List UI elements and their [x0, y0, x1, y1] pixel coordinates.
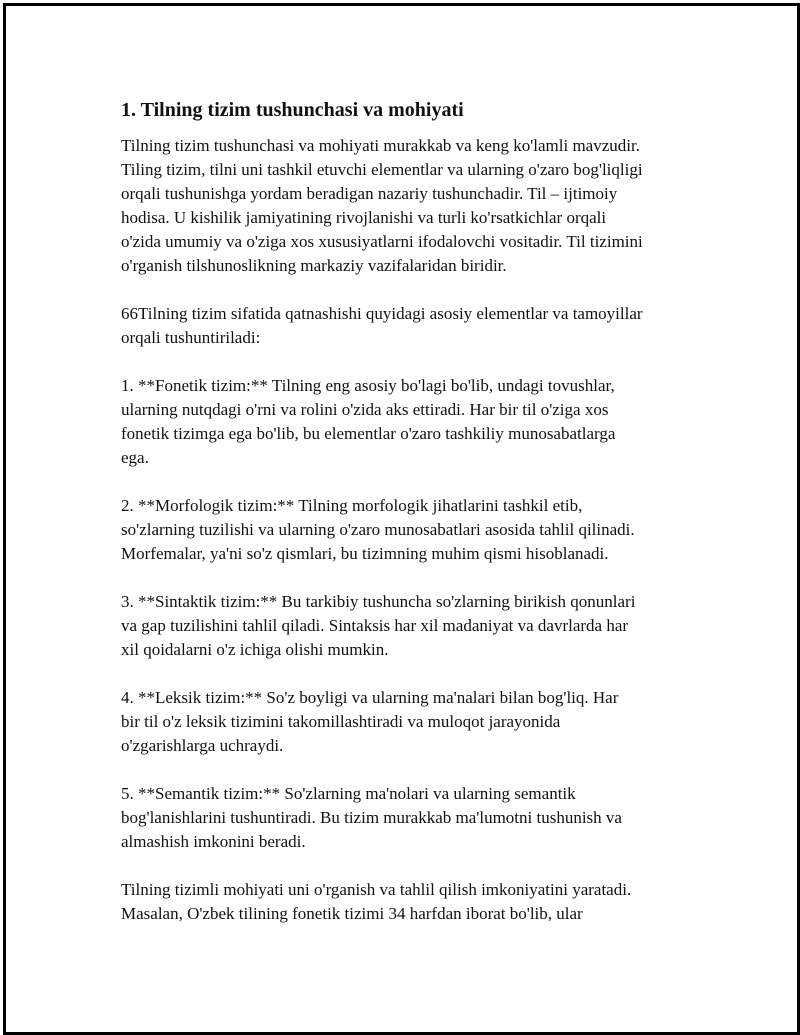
- text-line: so'zlarning tuzilishi va ularning o'zaro munosabatlari asosida tahlil qilinadi.: [121, 520, 635, 539]
- paragraph: [121, 686, 701, 758]
- text-line: ularning nutqdagi o'rni va rolini o'zida aks ettiradi. Har bir til o'ziga xos: [121, 400, 609, 419]
- paragraph: [121, 494, 701, 566]
- text-line: orqali tushunishga yordam beradigan nazariy tushunchadir. Til – ijtimoiy: [121, 184, 618, 203]
- text-line: 2. **Morfologik tizim:** Tilning morfologik jihatlarini tashkil etib,: [121, 496, 583, 515]
- text-line: o'rganish tilshunoslikning markaziy vazifalaridan biridir.: [121, 256, 507, 275]
- text-line: almashish imkonini beradi.: [121, 832, 306, 851]
- paragraph: [121, 878, 701, 926]
- text-line: Tilning tizim tushunchasi va mohiyati murakkab va keng ko'lamli mavzudir.: [121, 136, 640, 155]
- text-line: bog'lanishlarini tushuntiradi. Bu tizim murakkab ma'lumotni tushunish va: [121, 808, 622, 827]
- text-line: xil qoidalarni o'z ichiga olishi mumkin.: [121, 640, 389, 659]
- text-line: o'zida umumiy va o'ziga xos xususiyatlarni ifodalovchi vositadir. Til tizimini: [121, 232, 643, 251]
- text-line: 5. **Semantik tizim:** So'zlarning ma'nolari va ularning semantik: [121, 784, 576, 803]
- document-body: [121, 96, 701, 950]
- text-line: bir til o'z leksik tizimini takomillashtiradi va muloqot jarayonida: [121, 712, 561, 731]
- text-line: o'zgarishlarga uchraydi.: [121, 736, 284, 755]
- text-line: va gap tuzilishini tahlil qiladi. Sintaksis har xil madaniyat va davrlarda har: [121, 616, 629, 635]
- text-line: ega.: [121, 448, 149, 467]
- text-line: hodisa. U kishilik jamiyatining rivojlanishi va turli ko'rsatkichlar orqali: [121, 208, 607, 227]
- text-line: 66Tilning tizim sifatida qatnashishi quyidagi asosiy elementlar va tamoyillar: [121, 304, 643, 323]
- text-line: fonetik tizimga ega bo'lib, bu elementlar o'zaro tashkiliy munosabatlarga: [121, 424, 616, 443]
- paragraph: [121, 590, 701, 662]
- text-line: 3. **Sintaktik tizim:** Bu tarkibiy tushuncha so'zlarning birikish qonunlari: [121, 592, 636, 611]
- text-line: orqali tushuntiriladi:: [121, 328, 261, 347]
- paragraph: [121, 782, 701, 854]
- page-title: 1. Tilning tizim tushunchasi va mohiyati: [121, 99, 464, 121]
- paragraph: [121, 134, 701, 278]
- paragraph: [121, 374, 701, 470]
- text-line: Tiling tizim, tilni uni tashkil etuvchi elementlar va ularning o'zaro bog'liqligi: [121, 160, 643, 179]
- paragraph: [121, 302, 701, 350]
- text-line: Morfemalar, ya'ni so'z qismlari, bu tizimning muhim qismi hisoblanadi.: [121, 544, 609, 563]
- page-frame: [3, 3, 800, 1035]
- paragraph-list: [121, 134, 701, 926]
- text-line: 4. **Leksik tizim:** So'z boyligi va ularning ma'nalari bilan bog'liq. Har: [121, 688, 619, 707]
- text-line: 1. **Fonetik tizim:** Tilning eng asosiy bo'lagi bo'lib, undagi tovushlar,: [121, 376, 615, 395]
- text-line: Masalan, O'zbek tilining fonetik tizimi 34 harfdan iborat bo'lib, ular: [121, 904, 583, 923]
- text-line: Tilning tizimli mohiyati uni o'rganish va tahlil qilish imkoniyatini yaratadi.: [121, 880, 632, 899]
